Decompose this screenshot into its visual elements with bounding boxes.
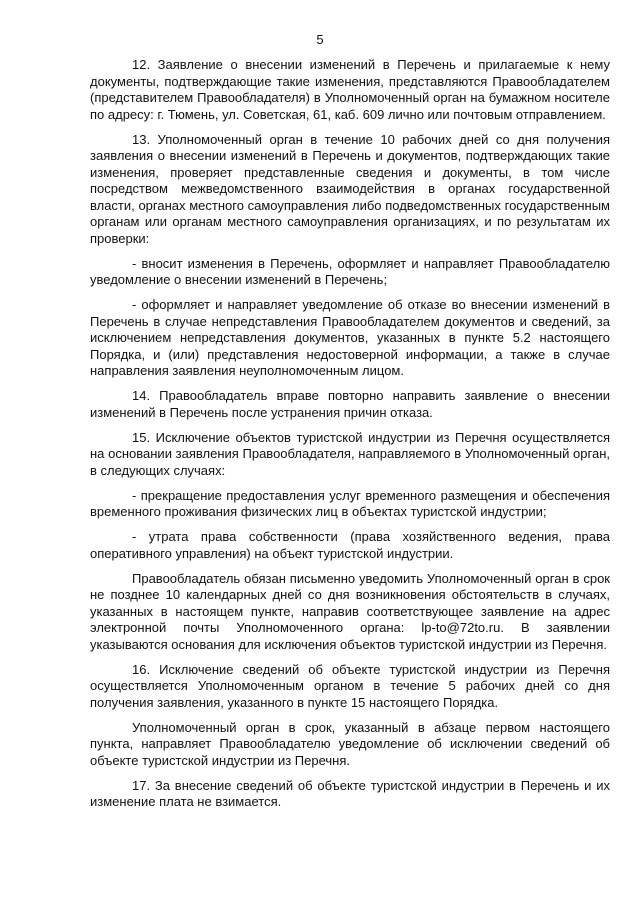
paragraph-13-item-1: - вносит изменения в Перечень, оформляет и направляет Правообладателю уведомление о внесении изменений в Перечень; bbox=[90, 255, 610, 287]
paragraph-16-notice: Уполномоченный орган в срок, указанный в абзаце первом настоящего пункта, направляет Правообладателю уведомление об исключении сведений об объекте туристской индустрии из Перечня. bbox=[90, 719, 610, 768]
document-body bbox=[90, 57, 610, 819]
paragraph-17: 17. За внесение сведений об объекте туристской индустрии в Перечень и их изменение плата не взимается. bbox=[90, 777, 610, 809]
paragraph-12: 12. Заявление о внесении изменений в Перечень и прилагаемые к нему документы, подтверждающие такие изменения, представляются Правообладателем (представителем Правообладателя) в Уполномоченный орган на бумажном носителе по адресу: г. Тюмень, ул. Советская, 61, каб. 609 лично или почтовым отправлением. bbox=[90, 57, 610, 122]
paragraph-13-item-2: - оформляет и направляет уведомление об отказе во внесении изменений в Перечень в случае непредставления Правообладателем документов и сведений, за исключением непредставления документов, указанных в пункте 5.2 настоящего Порядка, и (или) представления недостоверной информации, а также в случае направления заявления неуполномоченным лицом. bbox=[90, 297, 610, 378]
paragraph-16: 16. Исключение сведений об объекте туристской индустрии из Перечня осуществляется Уполномоченным органом в течение 5 рабочих дней со дня получения заявления, указанного в пункте 15 настоящего Порядка. bbox=[90, 661, 610, 710]
paragraph-15: 15. Исключение объектов туристской индустрии из Перечня осуществляется на основании заявления Правообладателя, направляемого в Уполномоченный орган, в следующих случаях: bbox=[90, 429, 610, 478]
paragraph-15-notice: Правообладатель обязан письменно уведомить Уполномоченный орган в срок не позднее 10 календарных дней со дня возникновения обстоятельств в случаях, указанных в настоящем пункте, направив соответствующее заявление на адрес электронной почты Уполномоченного органа: lp-to@72to.ru. В заявлении указываются основания для исключения объектов туристской индустрии из Перечня. bbox=[90, 570, 610, 652]
paragraph-14: 14. Правообладатель вправе повторно направить заявление о внесении изменений в Перечень после устранения причин отказа. bbox=[90, 388, 610, 420]
paragraph-13: 13. Уполномоченный орган в течение 10 рабочих дней со дня получения заявления о внесении изменений в Перечень и документов, подтверждающих такие изменения, проверяет представленные сведения и документы, в том числе посредством межведомственного взаимодействия в органах государственной власти, органах местного самоуправления либо подведомственных государственным органам или органам местного самоуправления организациях, и по результатам их проверки: bbox=[90, 131, 610, 246]
page-number: 5 bbox=[316, 32, 324, 47]
paragraph-15-item-2: - утрата права собственности (права хозяйственного ведения, права оперативного управления) на объект туристской индустрии. bbox=[90, 529, 610, 561]
paragraph-15-item-1: - прекращение предоставления услуг временного размещения и обеспечения временного проживания физических лиц в объектах туристской индустрии; bbox=[90, 487, 610, 519]
